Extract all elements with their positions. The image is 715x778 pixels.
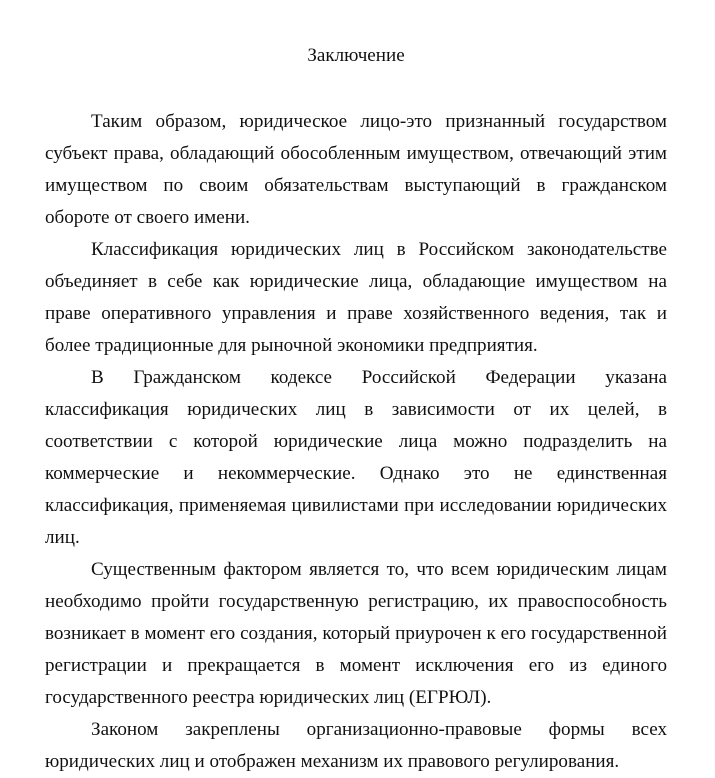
paragraph-4: Существенным фактором является то, что всем юридическим лицам необходимо пройти государственную регистрацию, их правоспособность возникает в момент его создания, который приурочен к его государственной регистрации и прекращается в момент исключения его из единого государственного реестра юридических лиц (ЕГРЮЛ). <box>45 559 667 708</box>
paragraph-2: Классификация юридических лиц в Российском законодательстве объединяет в себе как юридические лица, обладающие имуществом на праве оперативного управления и праве хозяйственного ведения, так и более традиционные для рыночной экономики предприятия. <box>45 239 667 356</box>
paragraph-1: Таким образом, юридическое лицо-это признанный государством субъект права, обладающий обособленным имуществом, отвечающий этим имуществом по своим обязательствам выступающий в гражданском обороте от своего имени. <box>45 111 667 228</box>
page-title: Заключение <box>307 45 405 66</box>
document-body <box>45 106 667 778</box>
paragraph-3: В Гражданском кодексе Российской Федерации указана классификация юридических лиц в зависимости от их целей, в соответствии с которой юридические лица можно подразделить на коммерческие и некоммерческие. Однако это не единственная классификация, применяемая цивилистами при исследовании юридических лиц. <box>45 367 667 548</box>
document-page <box>45 0 667 772</box>
paragraph-5: Законом закреплены организационно-правовые формы всех юридических лиц и отображен механизм их правового регулирования. <box>45 719 667 772</box>
